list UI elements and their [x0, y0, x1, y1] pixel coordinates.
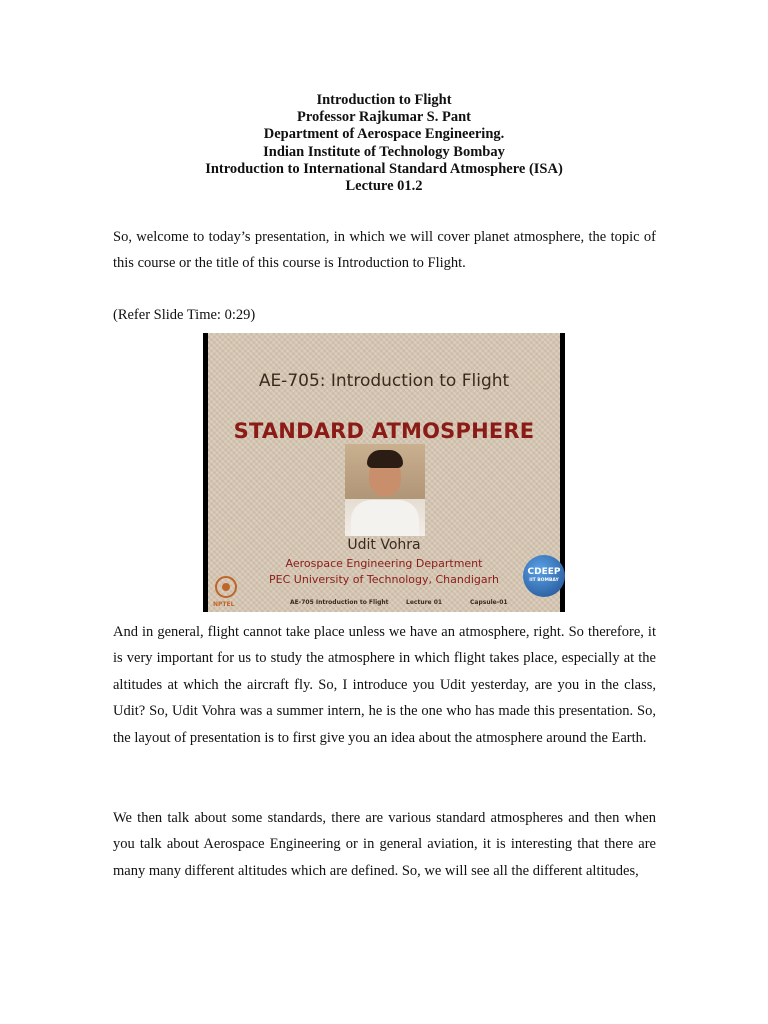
slide-footer-course: AE-705 Introduction to Flight — [290, 599, 389, 606]
lecture-number: Lecture 01.2 — [345, 178, 423, 195]
course-title: Introduction to Flight — [316, 92, 452, 108]
nptel-logo-label: NPTEL — [213, 601, 235, 608]
slide-footer-capsule: Capsule-01 — [470, 599, 508, 606]
slide-title: AE-705: Introduction to Flight — [258, 371, 510, 391]
nptel-logo-icon — [215, 576, 237, 598]
slide-content — [208, 333, 560, 612]
presenter-name: Udit Vohra — [347, 537, 421, 553]
document-header — [0, 92, 768, 195]
lecture-slide-image — [203, 333, 565, 612]
presenter-department: Aerospace Engineering Department — [285, 557, 483, 570]
cdeep-logo-label: CDEEP — [527, 567, 561, 578]
lecture-topic: Introduction to International Standard Atmosphere (ISA) — [205, 160, 563, 177]
institute-name: Indian Institute of Technology Bombay — [263, 143, 505, 160]
professor-name: Professor Rajkumar S. Pant — [297, 109, 471, 126]
cdeep-logo-icon — [523, 555, 565, 597]
intro-paragraph: So, welcome to today’s presentation, in which we will cover planet atmosphere, the topic of this course or the title of this course is Introduction to Flight. — [113, 229, 656, 272]
department-name: Department of Aerospace Engineering. — [263, 126, 505, 143]
refer-slide-time: (Refer Slide Time: 0:29) — [113, 307, 256, 323]
body-paragraph-3: We then talk about some standards, there are various standard atmospheres and then when you talk about Aerospace Engineering or in general aviation, it is interesting that there are many many different altitudes which are defined. So, we will see all the different altitudes, — [113, 810, 656, 879]
body-paragraph-2: And in general, flight cannot take place unless we have an atmosphere, right. So therefore, it is very important for us to study the atmosphere in which flight takes place, especially at the altitudes at which the aircraft fly. So, I introduce you Udit yesterday, are you in the class, Udit? So, Udit Vohra was a summer intern, he is the one who has made this presentation. So, the layout of presentation is to first give you an idea about the atmosphere around the Earth. — [113, 624, 656, 746]
cdeep-logo-sub: IIT BOMBAY — [529, 578, 559, 584]
slide-footer-lecture: Lecture 01 — [406, 599, 443, 606]
presenter-photo — [345, 444, 425, 536]
slide-heading: STANDARD ATMOSPHERE — [233, 419, 535, 443]
presenter-university: PEC University of Technology, Chandigarh — [269, 573, 499, 586]
